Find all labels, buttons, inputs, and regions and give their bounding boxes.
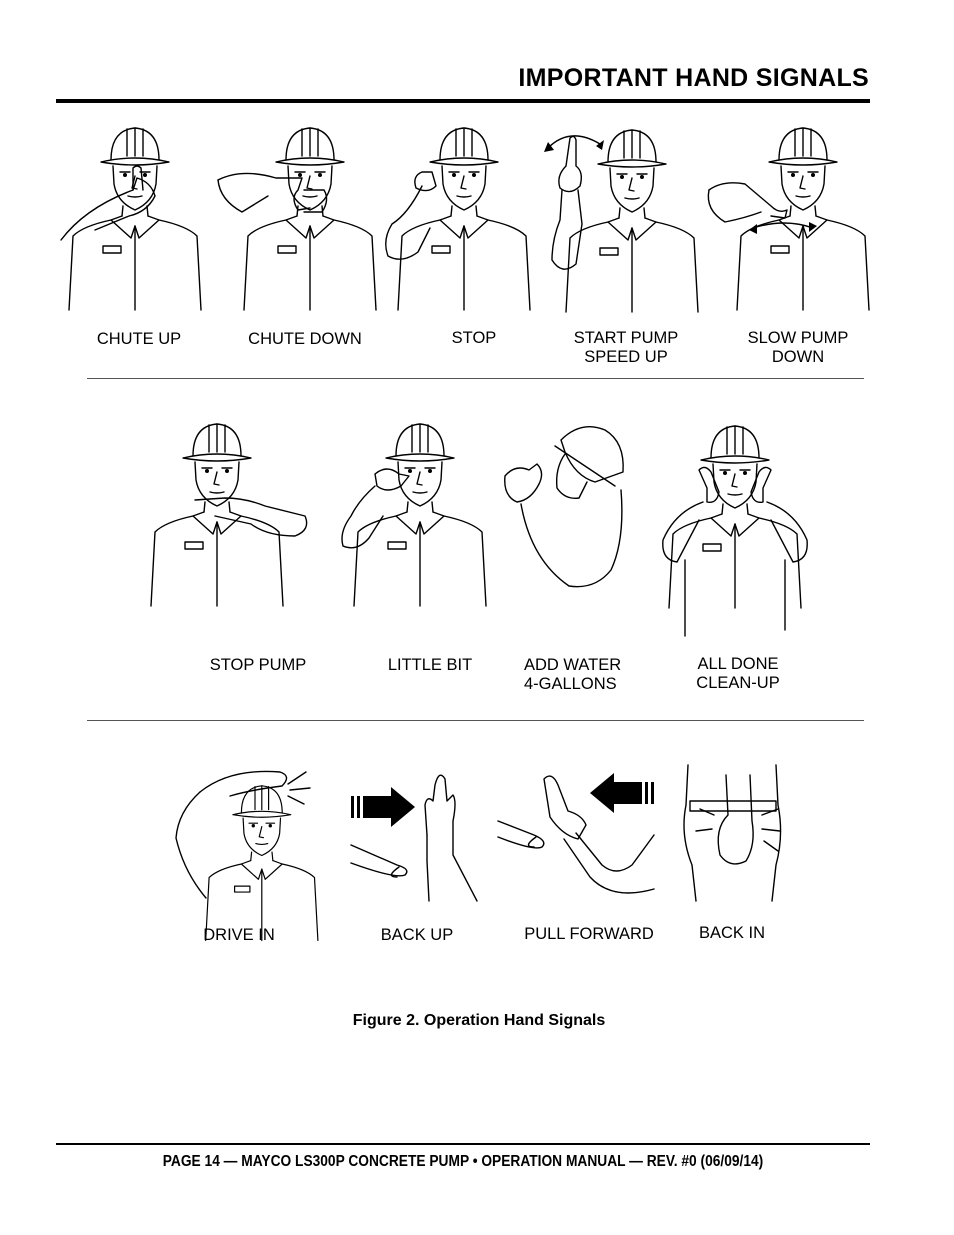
- caption-stop: STOP: [451, 329, 497, 347]
- page-title: IMPORTANT HAND SIGNALS: [518, 64, 869, 92]
- caption-slow-pump-line1: SLOW PUMP: [747, 329, 849, 347]
- footer-rule: [56, 1143, 870, 1145]
- caption-pull-forward: PULL FORWARD: [524, 925, 654, 943]
- caption-all-done-line2: CLEAN-UP: [696, 674, 780, 692]
- slow-pump-down-illustration: [705, 120, 875, 315]
- caption-start-pump-line2: SPEED UP: [584, 348, 668, 366]
- drive-in-illustration: [170, 762, 315, 912]
- figure-caption: Figure 2. Operation Hand Signals: [352, 1012, 606, 1029]
- back-in-illustration: [680, 765, 795, 905]
- caption-add-water-line1: ADD WATER: [524, 656, 622, 674]
- stop-illustration: [382, 120, 532, 315]
- caption-stop-pump: STOP PUMP: [209, 656, 307, 674]
- caption-slow-pump-line2: DOWN: [771, 348, 825, 366]
- row-divider-1: [87, 378, 864, 379]
- caption-all-done-line1: ALL DONE: [697, 655, 779, 673]
- chute-down-illustration: [212, 120, 367, 315]
- caption-little-bit: LITTLE BIT: [387, 656, 473, 674]
- add-water-illustration: [495, 420, 635, 605]
- caption-back-in: BACK IN: [698, 924, 766, 942]
- caption-start-pump-line1: START PUMP: [573, 329, 679, 347]
- row-divider-2: [87, 720, 864, 721]
- start-pump-speed-up-illustration: [540, 120, 690, 315]
- caption-back-up: BACK UP: [380, 926, 454, 944]
- pull-forward-illustration: [492, 765, 662, 910]
- caption-chute-up: CHUTE UP: [96, 330, 182, 348]
- back-up-illustration: [345, 765, 495, 905]
- little-bit-illustration: [325, 420, 475, 605]
- caption-drive-in: DRIVE IN: [203, 926, 275, 944]
- page-footer: PAGE 14 — MAYCO LS300P CONCRETE PUMP • OPERATION MANUAL — REV. #0 (06/09/14): [162, 1153, 764, 1170]
- chute-up-illustration: [55, 120, 205, 315]
- title-rule: [56, 99, 870, 103]
- caption-add-water-line2: 4-GALLONS: [524, 675, 617, 693]
- all-done-clean-up-illustration: [655, 420, 815, 640]
- stop-pump-illustration: [155, 420, 315, 600]
- caption-chute-down-text: CHUTE DOWN: [248, 330, 362, 348]
